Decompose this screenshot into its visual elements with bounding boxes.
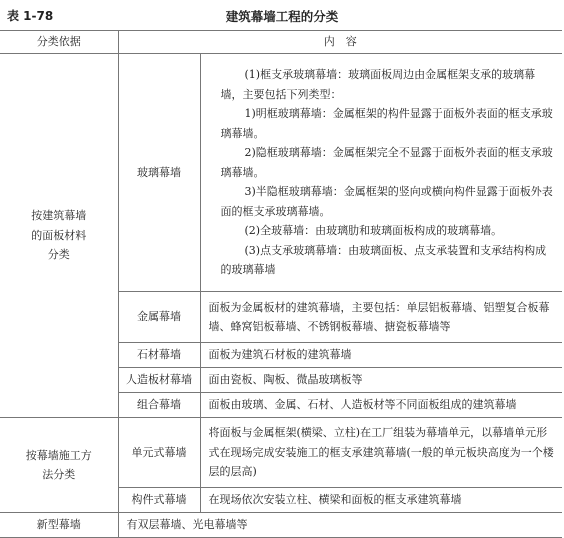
table-row [0,513,562,538]
combo-wall-desc: 面板由玻璃、金属、石材、人造板材等不同面板组成的建筑幕墙 [200,393,562,418]
curtain-wall-classification-table [0,30,562,538]
unit-wall-desc: 将面板与金属框架(横梁、立柱)在工厂组装为幕墙单元，以幕墙单元形式在现场完成安装施工的框支承建筑幕墙(一般的单元板块高度为一个楼层的层高) [200,418,562,488]
header-content: 内 容 [118,31,562,54]
glass-wall-name: 玻璃幕墙 [118,54,200,292]
component-wall-name: 构件式幕墙 [118,488,200,513]
unit-wall-name: 单元式幕墙 [118,418,200,488]
table-caption [0,0,564,30]
table-title: 建筑幕墙工程的分类 [225,9,339,24]
new-type-desc: 有双层幕墙、光电幕墙等 [118,513,562,538]
table-row [0,418,562,488]
group-material-label: 按建筑幕墙 的面板材料 分类 [0,54,118,418]
metal-wall-name: 金属幕墙 [118,292,200,343]
stone-wall-name: 石材幕墙 [118,343,200,368]
header-basis: 分类依据 [0,31,118,54]
new-type-label: 新型幕墙 [0,513,118,538]
group-method-label: 按幕墙施工方 法分类 [0,418,118,513]
artificial-wall-desc: 面由瓷板、陶板、微晶玻璃板等 [200,368,562,393]
metal-wall-desc: 面板为金属板材的建筑幕墙，主要包括：单层铝板幕墙、铝塑复合板幕墙、蜂窝铝板幕墙、不锈钢板幕墙、搪瓷板幕墙等 [200,292,562,343]
table-row [0,54,562,292]
table-number: 表 1-78 [7,9,54,23]
header-row [0,31,562,54]
artificial-wall-name: 人造板材幕墙 [118,368,200,393]
stone-wall-desc: 面板为建筑石材板的建筑幕墙 [200,343,562,368]
combo-wall-name: 组合幕墙 [118,393,200,418]
glass-wall-content: (1)框支承玻璃幕墙：玻璃面板周边由金属框架支承的玻璃幕墙，主要包括下列类型： 1)明框玻璃幕墙：金属框架的构件显露于面板外表面的框支承玻璃幕墙。 2)隐框玻璃幕墙：金属框架完全不显露于面板外表面的框支承玻璃幕墙。 3)半隐框玻璃幕墙：金属框架的竖向或横向构件显露于面板外表面的框支承玻璃幕墙。 (2)全玻幕墙：由玻璃肋和玻璃面板构成的玻璃幕墙。 (3)点支承玻璃幕墙：由玻璃面板、点支承装置和支承结构构成的玻璃幕墙 [200,54,562,292]
component-wall-desc: 在现场依次安装立柱、横梁和面板的框支承建筑幕墙 [200,488,562,513]
